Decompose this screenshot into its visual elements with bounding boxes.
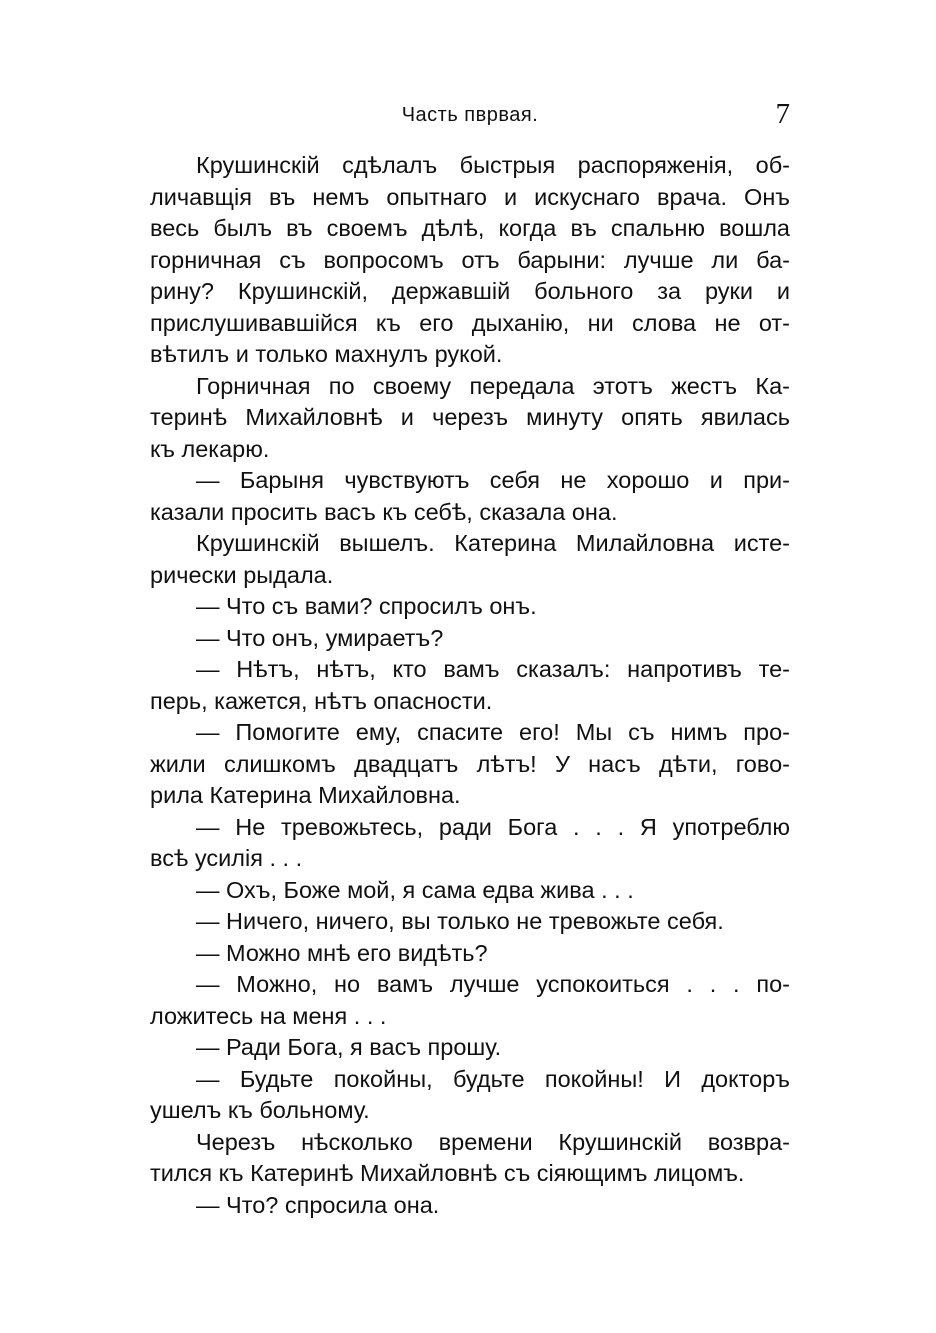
paragraph [150, 465, 790, 528]
text-line: — Что онъ, умираетъ? [196, 624, 444, 651]
paragraph [150, 969, 790, 1032]
paragraph [150, 654, 790, 717]
text-line: — Помогите ему, спасите его! Мы съ нимъ про- [196, 719, 790, 745]
text-line: казали просить васъ къ себѣ, сказала она. [150, 498, 618, 525]
paragraph [150, 591, 790, 623]
text-line: Черезъ нѣсколько времени Крушинскій возвра- [196, 1128, 790, 1155]
text-line: Крушинскій вышелъ. Катерина Милайловна исте- [196, 530, 790, 556]
text-line: рила Катерина Михайловна. [150, 782, 461, 808]
text-line: — Не тревожьтесь, ради Бога . . . Я употреблю [196, 813, 790, 840]
paragraph [150, 1032, 790, 1064]
text-line: горничная съ вопросомъ отъ барыни: лучше ли ба- [150, 246, 790, 273]
text-line: къ лекарю. [150, 435, 270, 462]
page-number: 7 [775, 98, 790, 130]
text-line: — Что съ вами? спросилъ онъ. [196, 593, 537, 619]
paragraph [150, 623, 790, 655]
running-header [150, 98, 790, 138]
text-line: — Будьте покойны, будьте покойны! И докторъ [196, 1065, 790, 1092]
text-line: перь, кажется, нѣтъ опасности. [150, 687, 493, 714]
text-line: — Ради Бога, я васъ прошу. [196, 1034, 502, 1060]
text-line: ушелъ къ больному. [150, 1097, 370, 1123]
paragraph [150, 717, 790, 812]
text-line: Горничная по своему передала этотъ жестъ Ка- [196, 372, 790, 399]
text-line: рину? Крушинскій, державшій больного за руки и [150, 278, 790, 304]
chapter-heading: Часть пврвая. [401, 104, 539, 126]
text-line: ложитесь на меня . . . [150, 1002, 387, 1029]
paragraph [150, 371, 790, 466]
text-line: — Можно, но вамъ лучше успокоиться . . . по- [196, 971, 790, 997]
text-line: прислушивавшійся къ его дыханію, ни слова не от- [150, 309, 790, 336]
text-line: тился къ Катеринѣ Михайловнѣ съ сіяющимъ лицомъ. [150, 1160, 745, 1186]
paragraph [150, 528, 790, 591]
paragraph [150, 1127, 790, 1190]
text-line: весь былъ въ своемъ дѣлѣ, когда въ спальню вошла [150, 215, 790, 241]
text-line: рически рыдала. [150, 561, 334, 588]
paragraph [150, 938, 790, 970]
paragraph [150, 875, 790, 907]
text-line: — Нѣтъ, нѣтъ, кто вамъ сказалъ: напротивъ те- [196, 656, 790, 682]
text-line: жили слишкомъ двадцатъ лѣтъ! У насъ дѣти, гово- [150, 750, 790, 777]
text-line: — Ничего, ничего, вы только не тревожьте себя. [196, 908, 724, 934]
paragraph [150, 812, 790, 875]
text-line: вѣтилъ и только махнулъ рукой. [150, 341, 503, 367]
paragraph [150, 906, 790, 938]
text-line: — Барыня чувствуютъ себя не хорошо и при- [196, 467, 790, 493]
body-text [150, 150, 790, 1221]
text-line: теринѣ Михайловнѣ и черезъ минуту опять явилась [150, 404, 790, 430]
paragraph [150, 1064, 790, 1127]
text-line: — Можно мнѣ его видѣть? [196, 939, 488, 966]
text-line: личавщія въ немъ опытнаго и искуснаго врача. Онъ [150, 183, 790, 210]
paragraph [150, 1190, 790, 1222]
text-line: — Охъ, Боже мой, я сама едва жива . . . [196, 876, 634, 903]
text-line: Крушинскій сдѣлалъ быстрыя распоряженія, об- [196, 152, 790, 178]
text-line: — Что? спросила она. [196, 1191, 440, 1218]
paragraph [150, 150, 790, 371]
text-line: всѣ усилія . . . [150, 845, 303, 871]
